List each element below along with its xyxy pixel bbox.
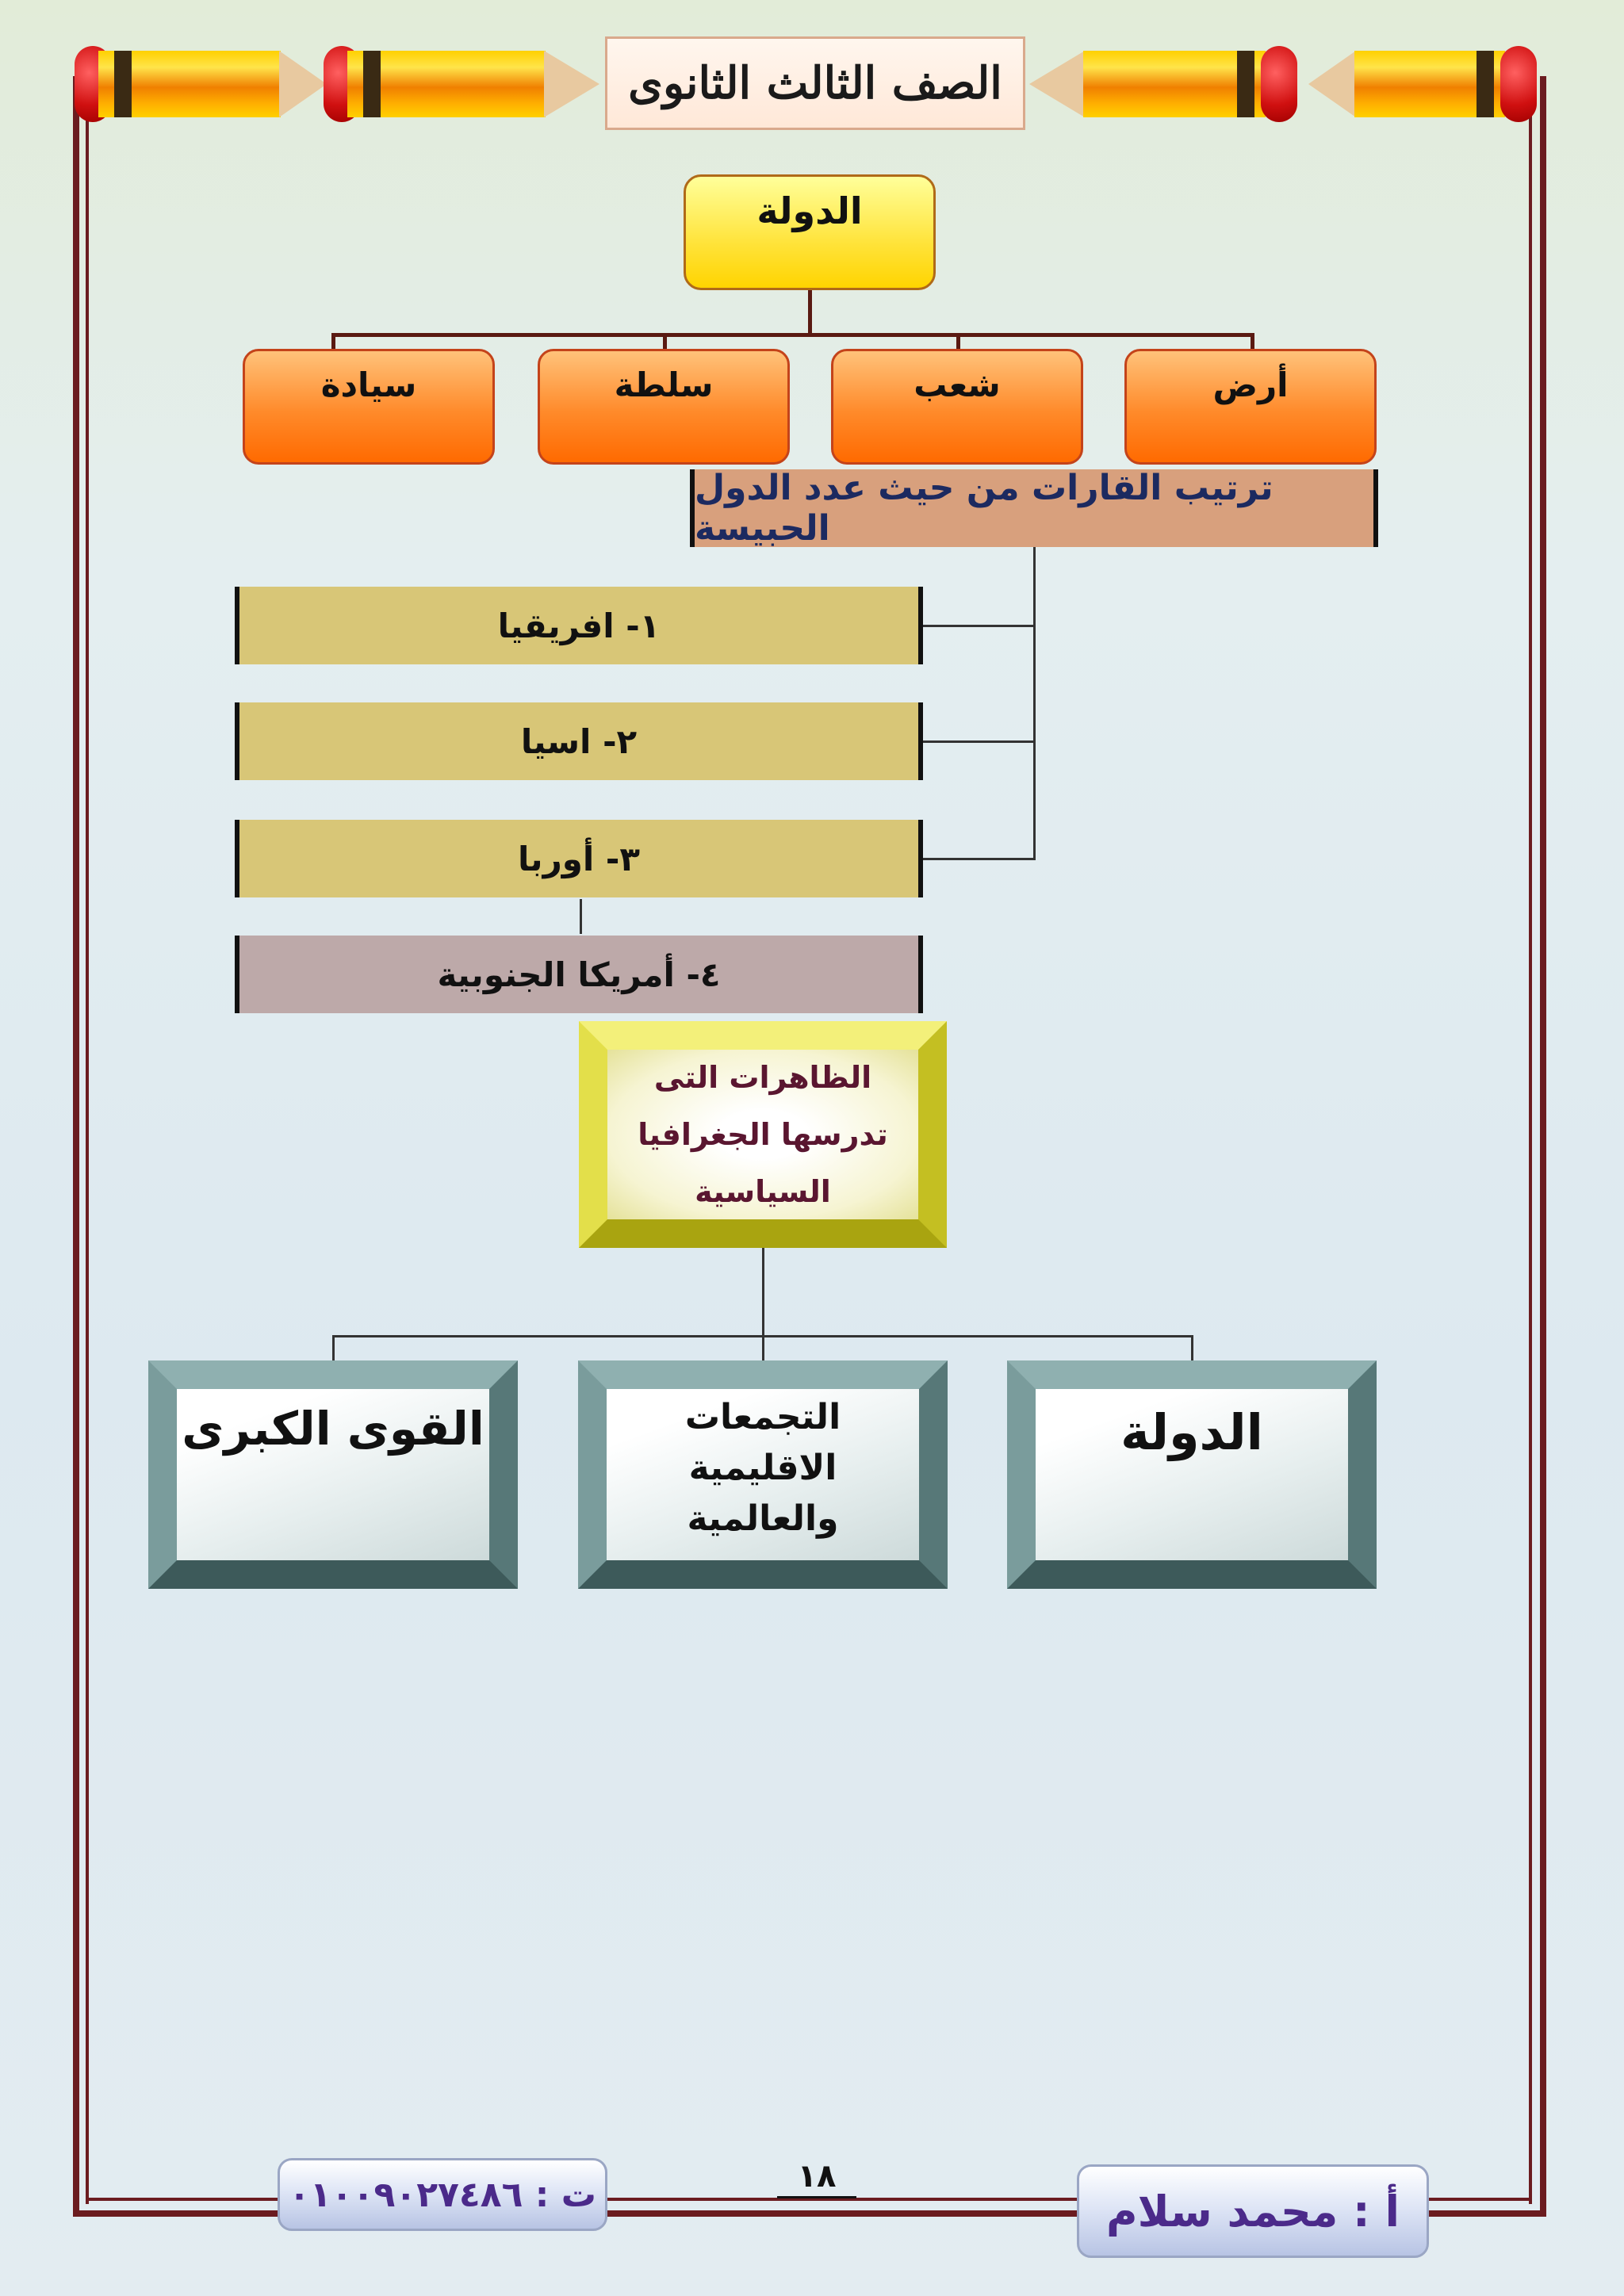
pencil-decoration-right-2: [1308, 46, 1538, 122]
phenomena-child-state: [1007, 1360, 1377, 1589]
state-child-people-label: شعب: [914, 365, 1001, 404]
phone-text: ت : ٠١٠٠٩٠٢٧٤٨٦: [289, 2174, 596, 2215]
pencil-decoration-right-1: [1029, 46, 1299, 122]
phone-box: [278, 2158, 607, 2231]
phenomena-child-blocs-line-1: التجمعات الاقليمية: [684, 1397, 841, 1488]
phenomena-root-line-1: الظاهرات التى: [653, 1060, 872, 1095]
phenomena-child-state-label: الدولة: [1120, 1403, 1263, 1461]
pencil-decoration-left-2: [324, 46, 601, 122]
ranking-item-3-label: ٣- أوربا: [518, 839, 640, 878]
ranking-item-4: [235, 936, 923, 1013]
phenomena-child-powers: [148, 1360, 518, 1589]
page-number: ١٨: [777, 2156, 856, 2198]
page-title: الصف الثالث الثانوى: [605, 36, 1025, 130]
state-child-land: [1124, 349, 1377, 465]
phenomena-child-blocs: [578, 1360, 948, 1589]
state-root-node: [684, 174, 936, 290]
phenomena-root-line-3: السياسية: [695, 1174, 831, 1209]
state-child-authority-label: سلطة: [614, 365, 714, 404]
ranking-item-3: [235, 820, 923, 897]
ranking-item-1-label: ١- افريقيا: [497, 606, 661, 645]
author-box: [1077, 2164, 1429, 2258]
state-child-sovereignty: [243, 349, 495, 465]
phenomena-child-blocs-line-2: والعالمية: [687, 1498, 839, 1539]
ranking-item-1: [235, 587, 923, 664]
ranking-item-2: [235, 702, 923, 780]
state-child-sovereignty-label: سيادة: [320, 365, 417, 404]
ranking-item-2-label: ٢- اسيا: [520, 721, 638, 761]
pencil-decoration-left-1: [75, 46, 328, 122]
state-child-land-label: أرض: [1212, 365, 1289, 404]
ranking-title: ترتيب القارات من حيث عدد الدول الحبيسة: [690, 469, 1378, 547]
state-child-people: [831, 349, 1083, 465]
phenomena-root-node: [579, 1021, 947, 1248]
ranking-item-4-label: ٤- أمريكا الجنوبية: [437, 955, 721, 994]
author-text: أ : محمد سلام: [1106, 2186, 1400, 2237]
phenomena-child-powers-label: القوى الكبرى: [182, 1402, 485, 1456]
state-root-label: الدولة: [756, 189, 863, 232]
state-child-authority: [538, 349, 790, 465]
phenomena-root-line-2: تدرسها الجغرافيا: [638, 1117, 888, 1152]
